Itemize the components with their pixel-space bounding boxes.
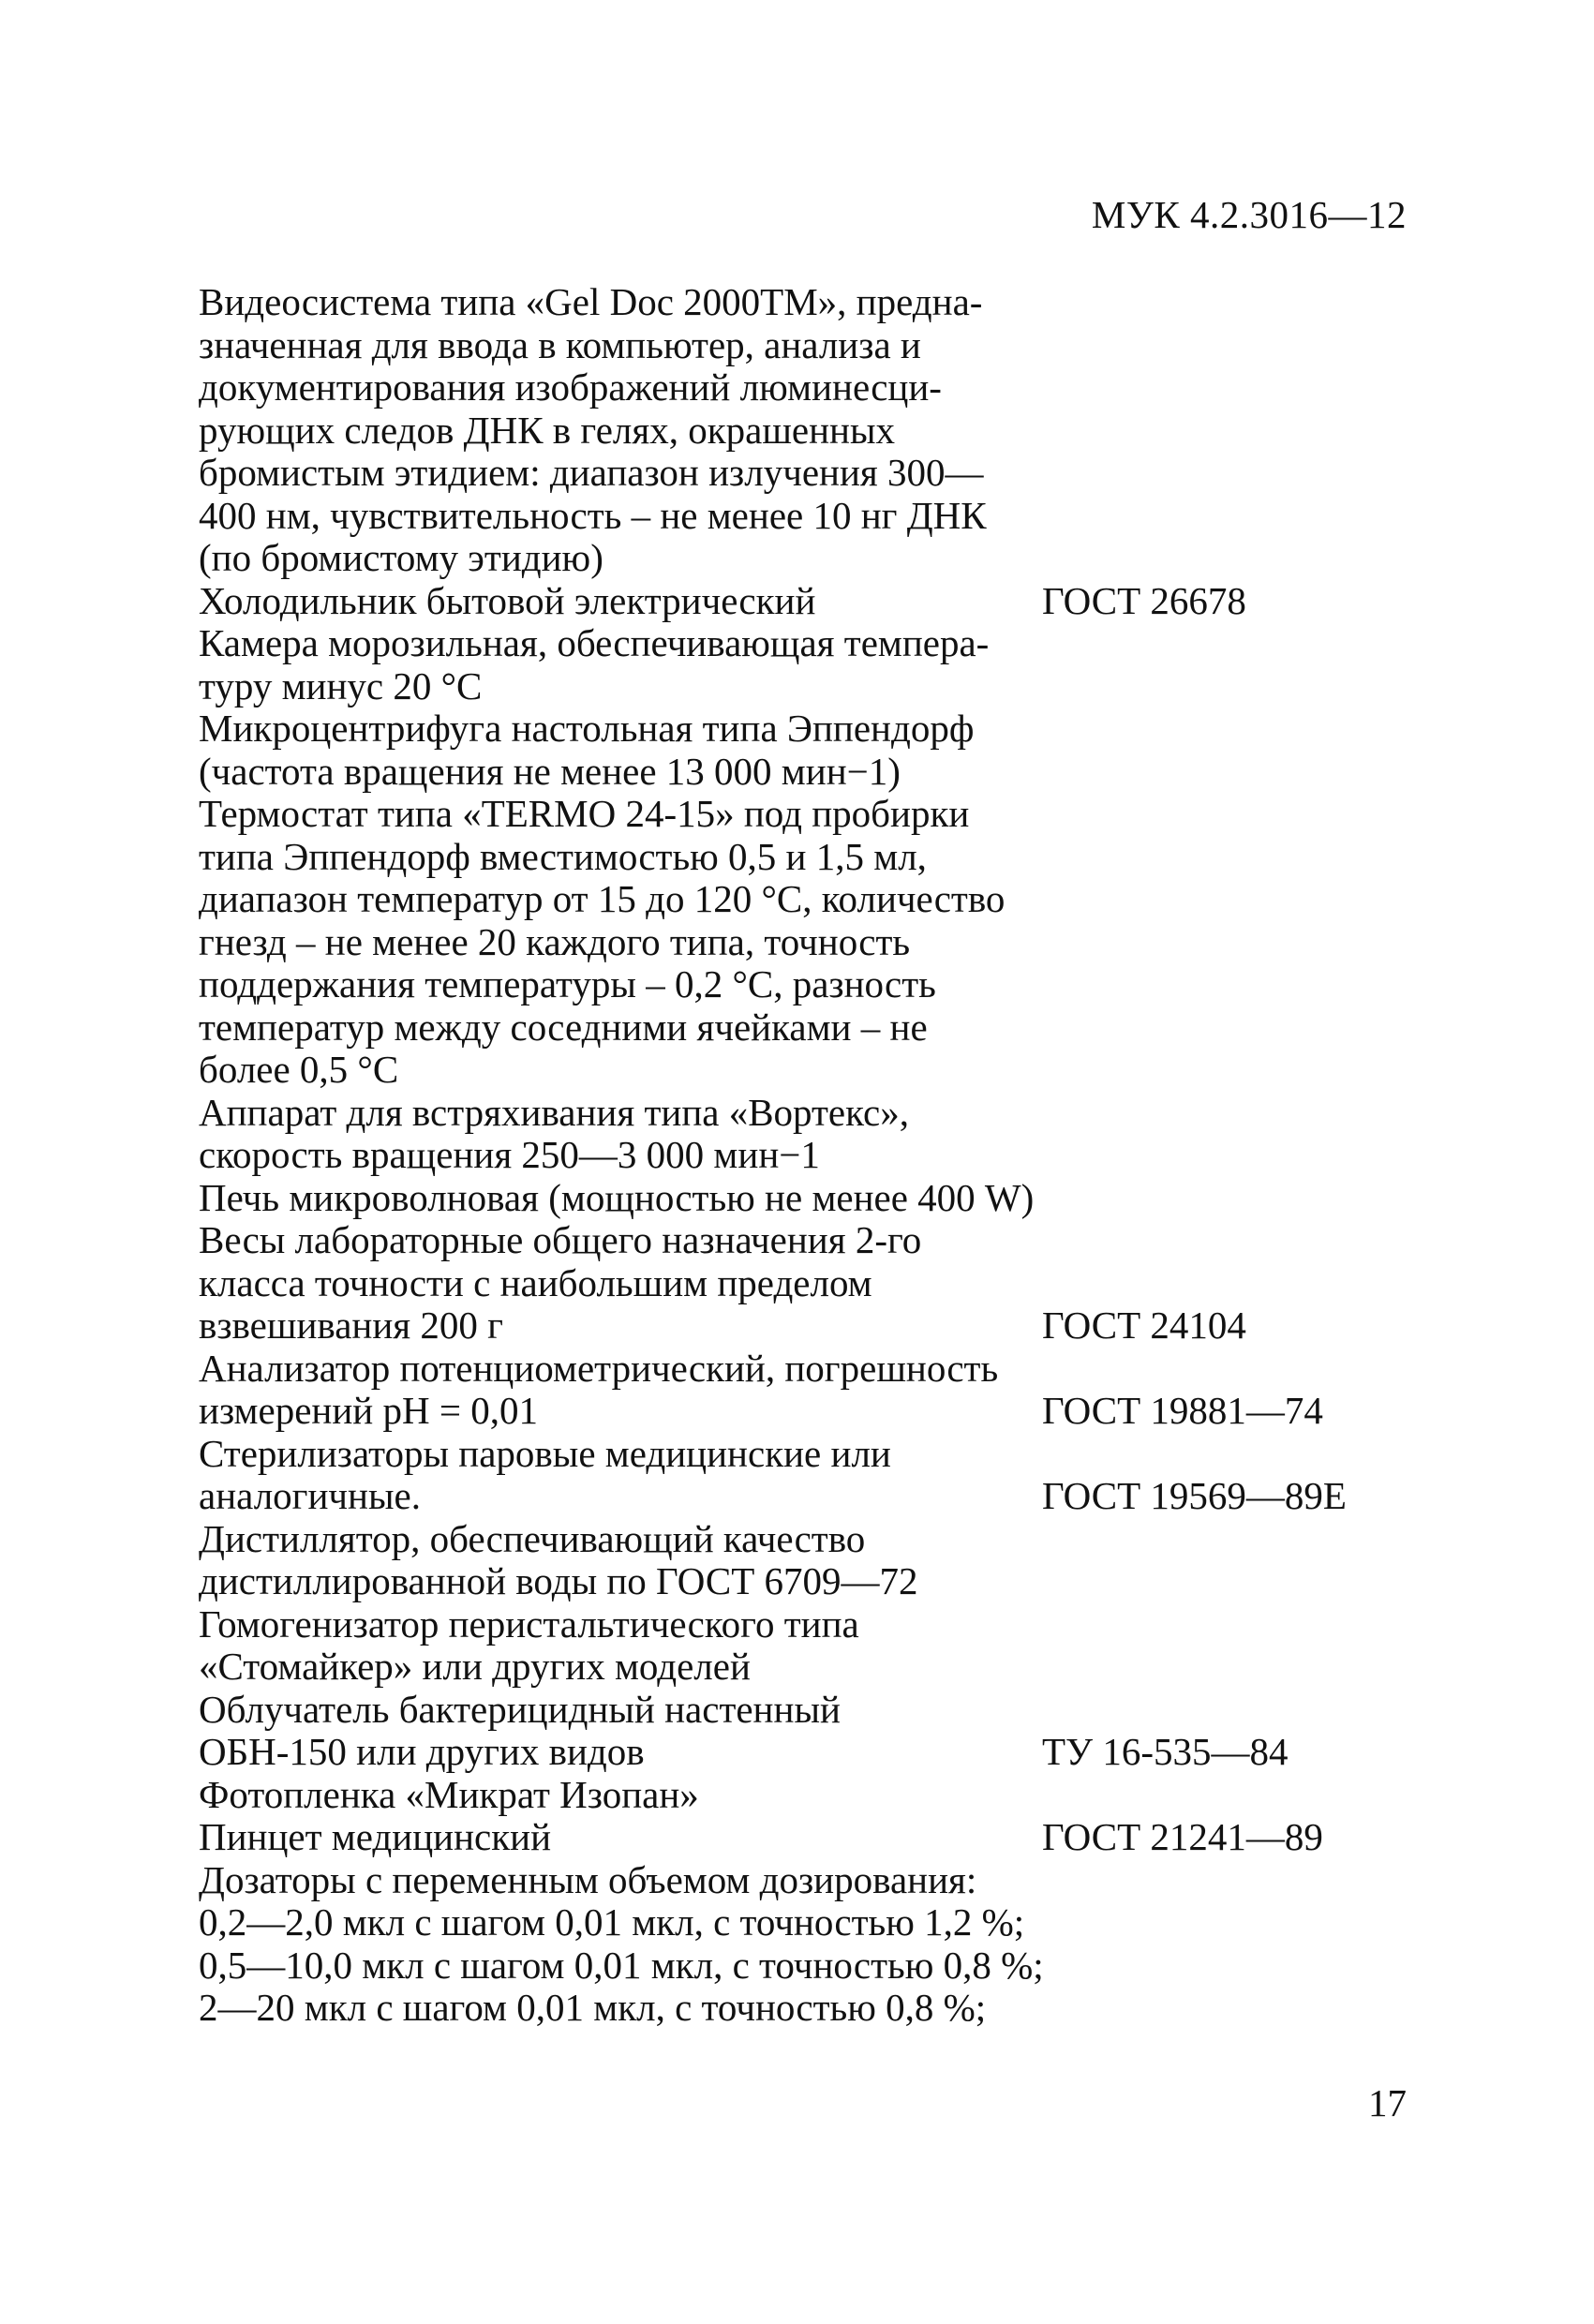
equipment-description-line: Облучатель бактерицидный настенный (199, 1687, 841, 1731)
equipment-description-line: 0,5—10,0 мкл с шагом 0,01 мкл, с точностью 0,8 %; (199, 1943, 1044, 1987)
equipment-entry (199, 1219, 1342, 1348)
equipment-description (199, 1092, 1014, 1177)
equipment-description (199, 580, 1014, 623)
equipment-description-line: Камера морозильная, обеспечивающая темпера- (199, 621, 990, 664)
equipment-description-line: более 0,5 °С (199, 1048, 399, 1091)
standard-reference: ГОСТ 19881—74 (1042, 1389, 1323, 1432)
equipment-entry (199, 1518, 1342, 1603)
equipment-description (199, 793, 1014, 1092)
equipment-description-line: Пинцет медицинский (199, 1815, 552, 1858)
equipment-description-line: документирования изображений люминесци- (199, 365, 942, 409)
equipment-description-line: температур между соседними ячейками – не (199, 1005, 928, 1049)
equipment-description-line: (по бромистому этидию) (199, 536, 603, 579)
equipment-description-line: Видеосистема типа «Gel Doc 2000TM», предна- (199, 280, 983, 323)
equipment-description-line: типа Эппендорф вместимостью 0,5 и 1,5 мл, (199, 834, 927, 878)
document-code-header: МУК 4.2.3016—12 (1091, 193, 1407, 236)
equipment-description-line: аналогичные. (199, 1474, 421, 1517)
equipment-entry (199, 1859, 1342, 2030)
equipment-description-line: Фотопленка «Микрат Изопан» (199, 1772, 699, 1816)
equipment-description-line: туру минус 20 °С (199, 663, 483, 708)
equipment-description-line: Холодильник бытовой электрический (199, 578, 816, 622)
equipment-description-line: Микроцентрифуга настольная типа Эппендорф (199, 707, 975, 750)
equipment-entry (199, 622, 1342, 708)
standard-reference: ГОСТ 21241—89 (1042, 1815, 1323, 1858)
equipment-description (199, 622, 1014, 708)
equipment-description (199, 1433, 1014, 1518)
equipment-description-line: диапазон температур от 15 до 120 °С, количество (199, 877, 1006, 920)
equipment-description-line: скорость вращения 250—3 000 мин−1 (199, 1133, 820, 1176)
equipment-description (199, 1518, 1014, 1603)
equipment-description-line: дистиллированной воды по ГОСТ 6709—72 (199, 1559, 918, 1602)
equipment-description-line: рующих следов ДНК в гелях, окрашенных (199, 408, 896, 452)
equipment-list (199, 280, 1347, 2030)
equipment-description-line: Печь микроволновая (мощностью не менее 400 W) (199, 1175, 1035, 1219)
equipment-description-line: Стерилизаторы паровые медицинские или (199, 1431, 891, 1475)
standard-reference: ГОСТ 26678 (1042, 578, 1246, 622)
equipment-description (199, 708, 1014, 793)
equipment-entry (199, 1431, 1347, 1518)
equipment-entry (199, 1177, 1342, 1220)
equipment-description (199, 1219, 1014, 1348)
equipment-description-line: взвешивания 200 г (199, 1304, 503, 1347)
equipment-description-line: Гомогенизатор перистальтического типа (199, 1601, 859, 1646)
standard-reference: ГОСТ 24104 (1042, 1304, 1246, 1347)
equipment-description-line: Термостат типа «TERMO 24-15» под пробирки (199, 792, 970, 835)
standard-reference: ГОСТ 19569—89Е (1042, 1474, 1347, 1517)
equipment-description-line: бромистым этидием: диапазон излучения 300— (199, 451, 984, 494)
equipment-description-line: Весы лабораторные общего назначения 2-го (199, 1218, 922, 1261)
equipment-description-line: измерений pH = 0,01 (199, 1389, 538, 1432)
standard-reference: ТУ 16-535—84 (1042, 1730, 1289, 1773)
equipment-entry (199, 793, 1342, 1092)
equipment-description-line: класса точности с наибольшим пределом (199, 1260, 872, 1304)
equipment-description-line: 2—20 мкл с шагом 0,01 мкл, с точностью 0,8 %; (199, 1986, 987, 2029)
equipment-description-line: Дозаторы с переменным объемом дозирования: (199, 1857, 977, 1901)
equipment-description-line: ОБН-150 или других видов (199, 1730, 645, 1773)
page-number: 17 (1368, 2081, 1407, 2124)
equipment-description (199, 1689, 1014, 1774)
equipment-entry (199, 1816, 1342, 1859)
equipment-description (199, 1175, 1035, 1220)
equipment-description-line: (частота вращения не менее 13 000 мин−1) (199, 749, 901, 793)
equipment-description (199, 1348, 1014, 1433)
equipment-entry (199, 1689, 1342, 1774)
equipment-entry (199, 1348, 1342, 1433)
equipment-description (199, 1603, 1014, 1689)
equipment-description (199, 281, 1014, 580)
equipment-entry (199, 708, 1342, 793)
equipment-entry (199, 580, 1342, 623)
equipment-description-line: гнезд – не менее 20 каждого типа, точность (199, 919, 911, 963)
equipment-description (199, 1774, 1014, 1817)
equipment-description-line: Дистиллятор, обеспечивающий качество (199, 1516, 866, 1560)
equipment-description-line: 400 нм, чувствительность – не менее 10 нг ДНК (199, 493, 987, 537)
equipment-description-line: значенная для ввода в компьютер, анализа и (199, 322, 921, 366)
equipment-description-line: поддержания температуры – 0,2 °С, разность (199, 962, 936, 1006)
equipment-description-line: «Стомайкер» или других моделей (199, 1645, 751, 1688)
equipment-entry (199, 1603, 1342, 1689)
equipment-description-line: 0,2—2,0 мкл с шагом 0,01 мкл, с точностью 1,2 %; (199, 1900, 1025, 1944)
equipment-entry (199, 1092, 1342, 1177)
equipment-description (199, 1857, 1044, 2030)
equipment-description-line: Анализатор потенциометрический, погрешность (199, 1346, 999, 1390)
equipment-entry (199, 281, 1342, 580)
equipment-entry (199, 1774, 1342, 1817)
equipment-description (199, 1816, 1014, 1859)
equipment-description-line: Аппарат для встряхивания типа «Вортекс», (199, 1090, 909, 1134)
